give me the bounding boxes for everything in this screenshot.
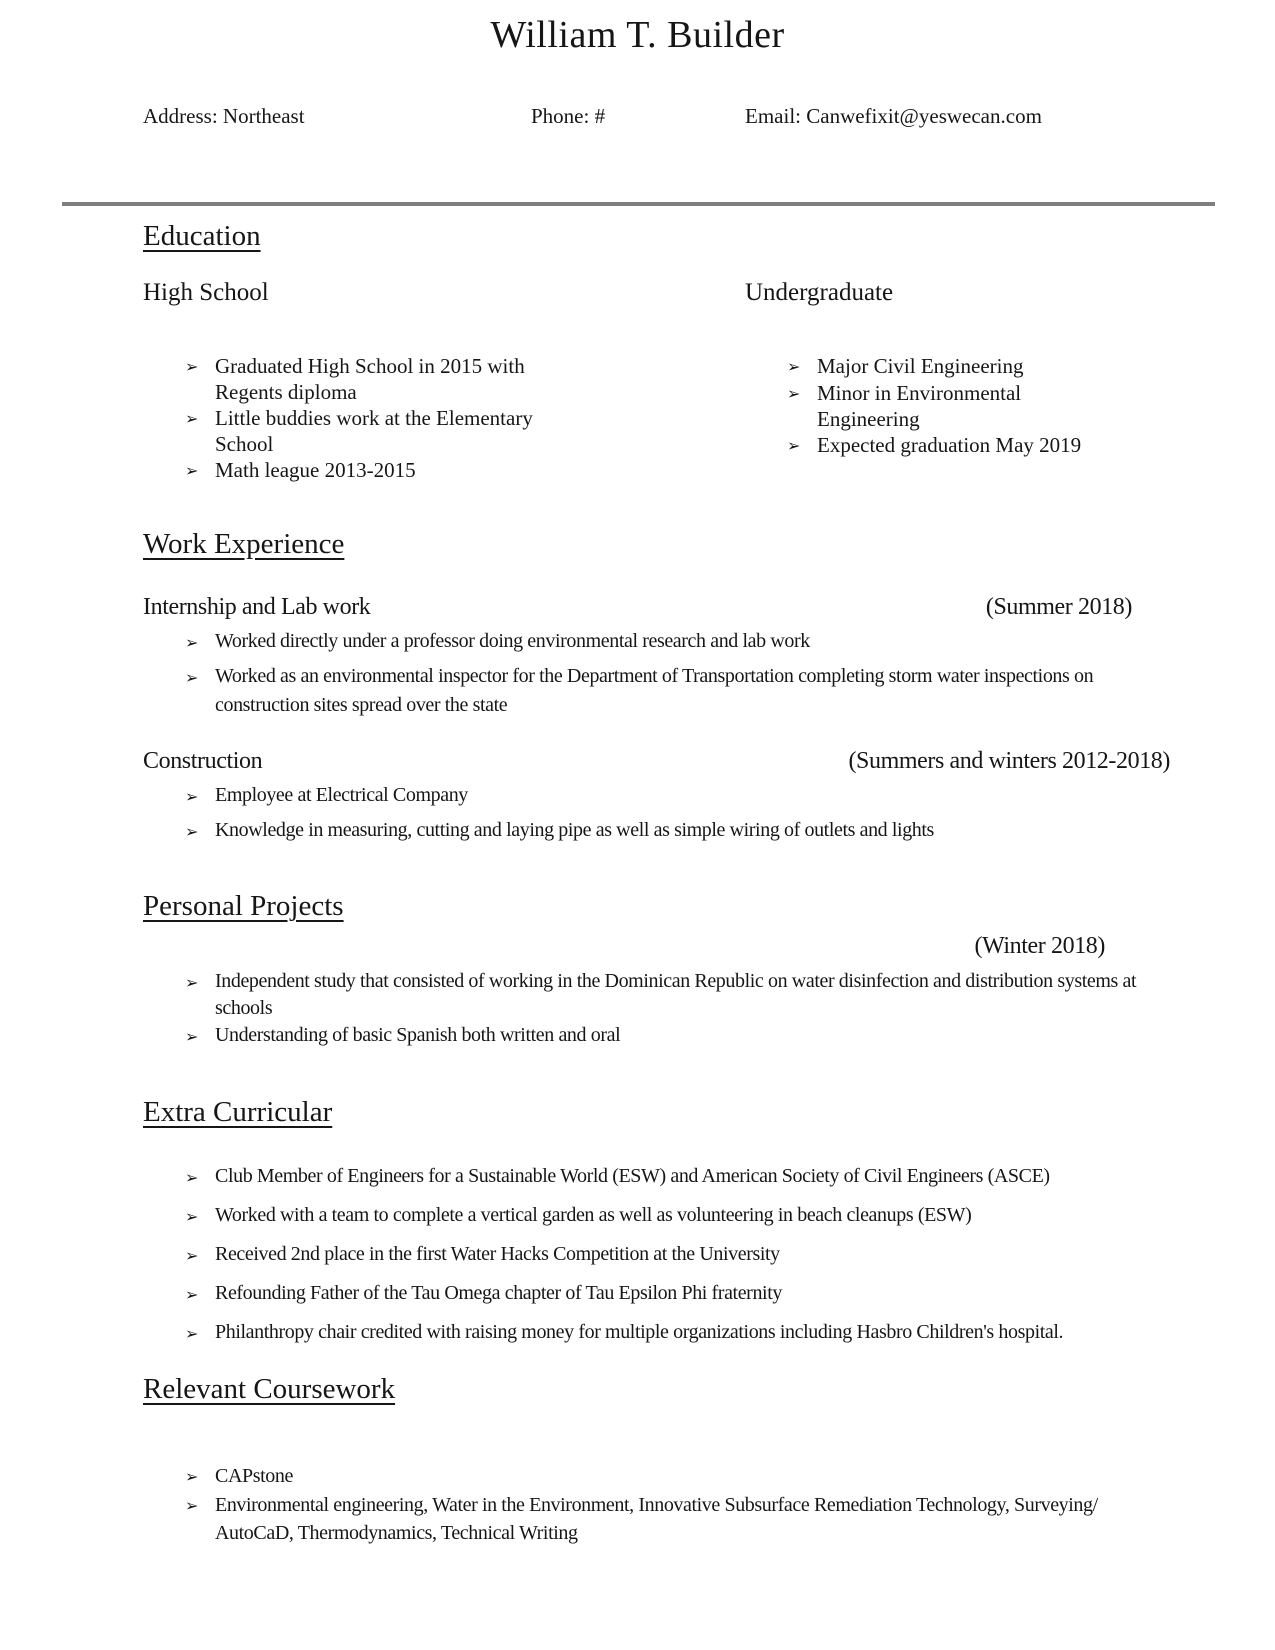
bullet-text: Expected graduation May 2019 — [817, 433, 1082, 457]
list-item — [185, 1280, 1180, 1308]
arrow-bullet-icon: ➢ — [787, 384, 801, 403]
bullet-text: Club Member of Engineers for a Sustainable World (ESW) and American Society of Civil Engineers (ASCE) — [215, 1165, 1050, 1187]
resume-content — [0, 220, 1275, 1587]
arrow-bullet-icon: ➢ — [185, 1027, 199, 1046]
personal-projects-section — [143, 890, 1180, 1050]
job-construction — [143, 748, 1180, 846]
bullet-text: Environmental engineering, Water in the Environment, Innovative Subsurface Remediation Technology, Surveying/ AutoCaD, Thermodynamics, Technical Writing — [215, 1494, 1098, 1544]
bullet-text: Little buddies work at the Elementary School — [215, 406, 533, 456]
arrow-bullet-icon: ➢ — [185, 1168, 199, 1187]
list-item — [185, 1022, 1180, 1050]
list-item — [185, 457, 745, 484]
relevant-coursework-heading: Relevant Coursework — [143, 1373, 396, 1405]
list-item — [185, 781, 1180, 811]
bullet-text: Minor in Environmental Engineering — [817, 381, 1022, 431]
personal-projects-bullet-list — [143, 968, 1180, 1050]
contact-row — [143, 104, 1180, 129]
arrow-bullet-icon: ➢ — [185, 409, 199, 428]
education-column-title: High School — [143, 279, 269, 306]
header-divider — [62, 202, 1215, 206]
list-item — [787, 353, 1180, 380]
arrow-bullet-icon: ➢ — [185, 1285, 199, 1304]
job-title-row — [143, 594, 1180, 621]
job-internship — [143, 594, 1180, 720]
job-title-row — [143, 748, 1180, 775]
job-title: Construction — [143, 748, 263, 774]
undergraduate-bullet-list — [745, 353, 1180, 459]
extra-curricular-heading: Extra Curricular — [143, 1096, 333, 1128]
personal-projects-date: (Winter 2018) — [974, 933, 1105, 959]
bullet-text: Major Civil Engineering — [817, 354, 1024, 378]
list-item — [185, 353, 745, 405]
education-heading: Education — [143, 220, 261, 252]
bullet-text: Math league 2013-2015 — [215, 458, 416, 482]
relevant-coursework-bullet-list — [143, 1462, 1180, 1547]
work-experience-section — [143, 528, 1180, 846]
arrow-bullet-icon: ➢ — [185, 1324, 199, 1343]
internship-bullet-list — [143, 627, 1180, 720]
contact-phone: Phone: # — [531, 104, 606, 128]
arrow-bullet-icon: ➢ — [185, 1246, 199, 1265]
arrow-bullet-icon: ➢ — [185, 461, 199, 480]
arrow-bullet-icon: ➢ — [185, 1496, 199, 1515]
list-item — [787, 432, 1180, 459]
arrow-bullet-icon: ➢ — [787, 436, 801, 455]
arrow-bullet-icon: ➢ — [185, 633, 199, 652]
list-item — [185, 627, 1180, 657]
arrow-bullet-icon: ➢ — [185, 357, 199, 376]
list-item — [185, 662, 1180, 720]
education-column-title: Undergraduate — [745, 279, 894, 306]
bullet-text: Graduated High School in 2015 with Regents diploma — [215, 354, 525, 404]
list-item — [185, 1241, 1180, 1269]
bullet-text: Received 2nd place in the first Water Hacks Competition at the University — [215, 1243, 780, 1265]
extra-curricular-section — [143, 1096, 1180, 1347]
education-section — [143, 220, 1180, 484]
candidate-name: William T. Builder — [490, 14, 785, 56]
list-item — [185, 968, 1180, 1022]
list-item — [185, 1319, 1180, 1347]
work-experience-heading: Work Experience — [143, 528, 345, 560]
arrow-bullet-icon: ➢ — [185, 787, 199, 806]
education-columns — [143, 279, 1180, 484]
bullet-text: Worked directly under a professor doing environmental research and lab work — [215, 630, 810, 652]
extra-curricular-bullet-list — [143, 1163, 1180, 1347]
bullet-text: Worked as an environmental inspector for the Department of Transportation completing storm water inspections on construction sites spread over the state — [215, 665, 1094, 716]
arrow-bullet-icon: ➢ — [185, 973, 199, 992]
contact-email: Email: Canwefixit@yeswecan.com — [745, 104, 1042, 128]
bullet-text: Refounding Father of the Tau Omega chapter of Tau Epsilon Phi fraternity — [215, 1282, 782, 1304]
list-item — [185, 816, 1180, 846]
list-item — [185, 1163, 1180, 1191]
arrow-bullet-icon: ➢ — [185, 822, 199, 841]
arrow-bullet-icon: ➢ — [185, 668, 199, 687]
list-item — [185, 1462, 1180, 1491]
bullet-text: Philanthropy chair credited with raising money for multiple organizations including Hasbro Children's hospital. — [215, 1321, 1064, 1343]
contact-address: Address: Northeast — [143, 104, 305, 128]
bullet-text: Worked with a team to complete a vertical garden as well as volunteering in beach cleanups (ESW) — [215, 1204, 972, 1226]
list-item — [787, 380, 1180, 432]
bullet-text: CAPstone — [215, 1465, 293, 1487]
list-item — [185, 1491, 1180, 1547]
arrow-bullet-icon: ➢ — [185, 1467, 199, 1486]
job-date: (Summer 2018) — [985, 594, 1132, 620]
list-item — [185, 405, 745, 457]
personal-projects-heading: Personal Projects — [143, 890, 344, 922]
relevant-coursework-section — [143, 1373, 1180, 1547]
bullet-text: Understanding of basic Spanish both written and oral — [215, 1024, 621, 1046]
bullet-text: Independent study that consisted of working in the Dominican Republic on water disinfection and distribution systems at schools — [215, 970, 1137, 1019]
arrow-bullet-icon: ➢ — [787, 357, 801, 376]
bullet-text: Employee at Electrical Company — [215, 784, 468, 806]
job-title: Internship and Lab work — [143, 594, 371, 620]
list-item — [185, 1202, 1180, 1230]
high-school-bullet-list — [143, 353, 745, 484]
education-column-undergraduate — [745, 279, 1180, 484]
arrow-bullet-icon: ➢ — [185, 1207, 199, 1226]
job-date: (Summers and winters 2012-2018) — [848, 748, 1170, 774]
education-column-high-school — [143, 279, 745, 484]
construction-bullet-list — [143, 781, 1180, 846]
bullet-text: Knowledge in measuring, cutting and laying pipe as well as simple wiring of outlets and lights — [215, 819, 934, 841]
